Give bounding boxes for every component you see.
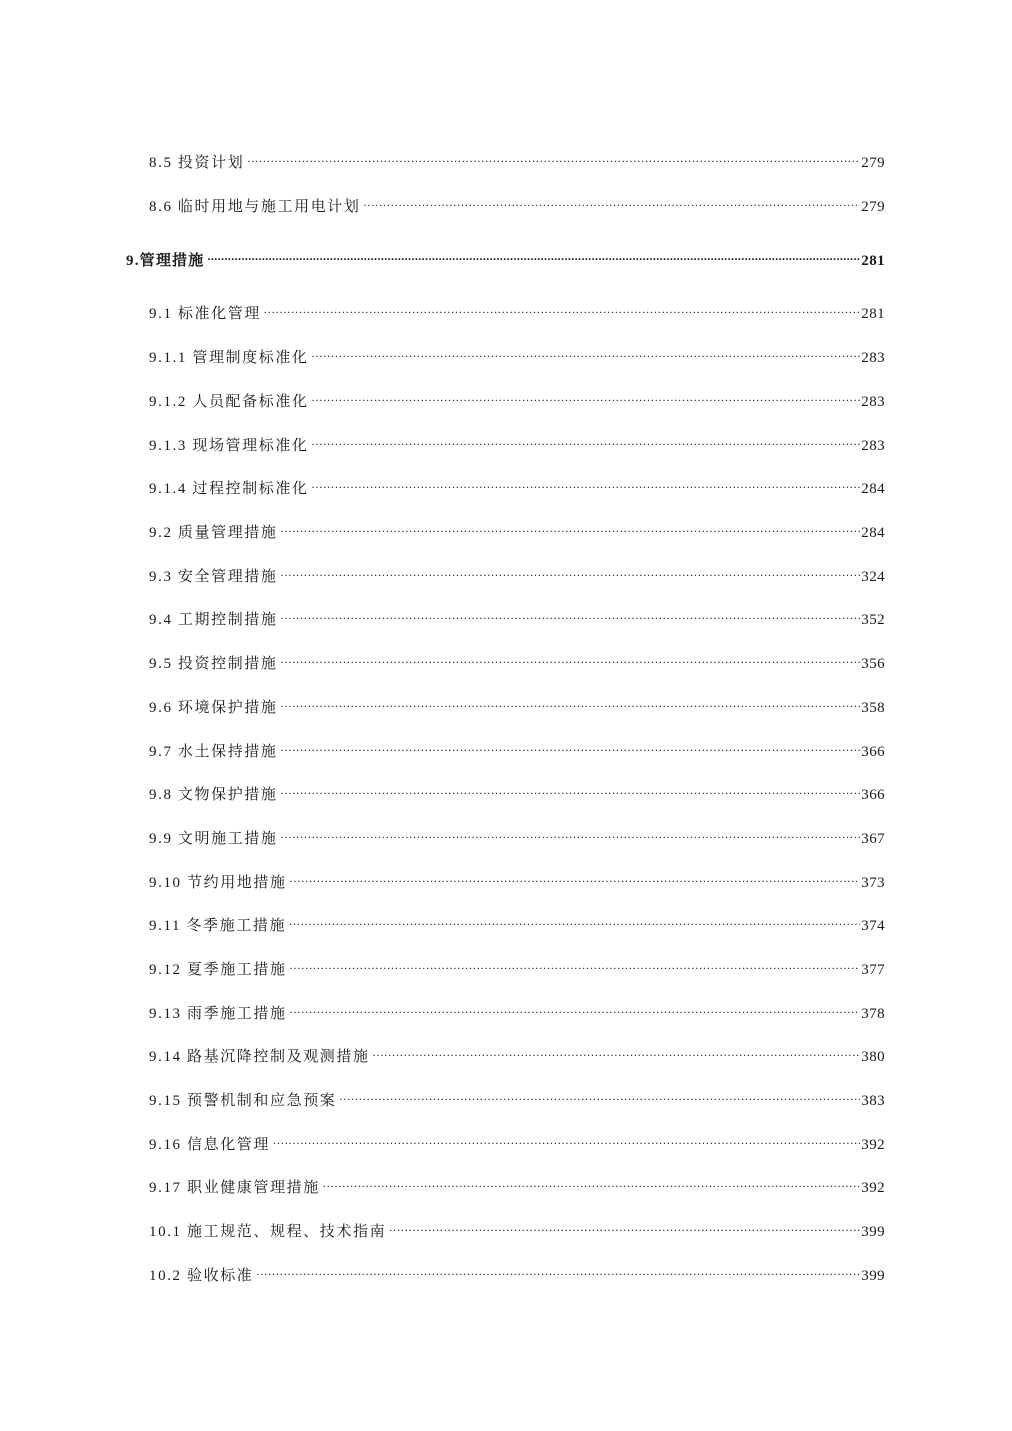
- toc-entry-title: 9.15 预警机制和应急预案: [149, 1093, 337, 1109]
- toc-entry-page: 283: [861, 394, 885, 410]
- toc-entry-title: 9.4 工期控制措施: [149, 612, 278, 628]
- toc-entry-title: 9.7 水土保持措施: [149, 744, 278, 760]
- toc-entry-page: 399: [861, 1268, 885, 1284]
- toc-entry-title: 10.1 施工规范、规程、技术指南: [149, 1224, 387, 1240]
- toc-entry-9-13[interactable]: [149, 998, 885, 1024]
- dot-leader: [281, 561, 861, 581]
- toc-entry-title: 9.5 投资控制措施: [149, 656, 278, 672]
- toc-entry-9-11[interactable]: [149, 910, 885, 936]
- toc-entry-title: 9.9 文明施工措施: [149, 831, 278, 847]
- toc-entry-9-1-2[interactable]: [149, 386, 885, 412]
- toc-entry-page: 399: [861, 1224, 885, 1240]
- toc-entry-page: 392: [861, 1180, 885, 1196]
- toc-entry-title: 9.13 雨季施工措施: [149, 1006, 287, 1022]
- dot-leader: [364, 191, 861, 211]
- toc-entry-title: 9.1.4 过程控制标准化: [149, 481, 309, 497]
- dot-leader: [281, 517, 861, 537]
- dot-leader: [207, 245, 860, 265]
- toc-entry-9-4[interactable]: [149, 604, 885, 630]
- toc-entry-title: 9.1.3 现场管理标准化: [149, 438, 309, 454]
- toc-entry-page: 366: [861, 787, 885, 803]
- dot-leader: [281, 648, 861, 668]
- toc-entry-9-15[interactable]: [149, 1085, 885, 1111]
- toc-entry-page: 380: [861, 1049, 885, 1065]
- toc-entry-page: 356: [861, 656, 885, 672]
- dot-leader: [373, 1041, 861, 1061]
- toc-entry-9-9[interactable]: [149, 823, 885, 849]
- dot-leader: [290, 954, 861, 974]
- toc-entry-8-6[interactable]: [149, 191, 885, 217]
- dot-leader: [289, 910, 860, 930]
- dot-leader: [281, 779, 861, 799]
- toc-entry-page: 366: [861, 744, 885, 760]
- dot-leader: [281, 692, 861, 712]
- toc-entry-title: 9.12 夏季施工措施: [149, 962, 287, 978]
- toc-entry-10-1[interactable]: [149, 1216, 885, 1242]
- dot-leader: [323, 1172, 860, 1192]
- toc-entry-9-1-1[interactable]: [149, 342, 885, 368]
- toc-entry-title: 8.5 投资计划: [149, 155, 245, 171]
- toc-entry-page: 324: [861, 569, 885, 585]
- toc-entry-9-2[interactable]: [149, 517, 885, 543]
- dot-leader: [281, 736, 861, 756]
- toc-entry-9-17[interactable]: [149, 1172, 885, 1198]
- toc-entry-title: 9.17 职业健康管理措施: [149, 1180, 320, 1196]
- toc-entry-9-14[interactable]: [149, 1041, 885, 1067]
- dot-leader: [312, 430, 861, 450]
- toc-entry-title: 9.6 环境保护措施: [149, 700, 278, 716]
- dot-leader: [273, 1129, 860, 1149]
- toc-entry-page: 374: [861, 918, 885, 934]
- toc-entry-title: 9.1.2 人员配备标准化: [149, 394, 309, 410]
- toc-entry-page: 283: [861, 350, 885, 366]
- dot-leader: [290, 998, 861, 1018]
- toc-entry-9-8[interactable]: [149, 779, 885, 805]
- toc-entry-page: 358: [861, 700, 885, 716]
- toc-entry-8-5[interactable]: [149, 147, 885, 173]
- toc-entry-page: 284: [861, 481, 885, 497]
- toc-entry-page: 281: [861, 253, 885, 269]
- toc-entry-9-3[interactable]: [149, 561, 885, 587]
- toc-entry-title: 10.2 验收标准: [149, 1268, 254, 1284]
- toc-entry-9-1-4[interactable]: [149, 473, 885, 499]
- dot-leader: [312, 342, 861, 362]
- toc-entry-title: 9.16 信息化管理: [149, 1137, 271, 1153]
- toc-entry-9-7[interactable]: [149, 736, 885, 762]
- toc-entry-page: 377: [861, 962, 885, 978]
- toc-entry-title: 9.1 标准化管理: [149, 306, 261, 322]
- toc-entry-10-2[interactable]: [149, 1260, 885, 1286]
- dot-leader: [281, 604, 861, 624]
- toc-entry-9-12[interactable]: [149, 954, 885, 980]
- toc-chapter-9[interactable]: [126, 245, 885, 271]
- toc-entry-title: 9.8 文物保护措施: [149, 787, 278, 803]
- toc-entry-9-1[interactable]: [149, 298, 885, 324]
- toc-entry-page: 279: [861, 155, 885, 171]
- toc-entry-9-16[interactable]: [149, 1129, 885, 1155]
- toc-entry-page: 392: [861, 1137, 885, 1153]
- toc-entry-page: 279: [861, 199, 885, 215]
- dot-leader: [264, 298, 860, 318]
- toc-entry-page: 283: [861, 438, 885, 454]
- dot-leader: [312, 473, 861, 493]
- dot-leader: [339, 1085, 860, 1105]
- toc-entry-title: 9.10 节约用地措施: [149, 875, 287, 891]
- toc-entry-9-10[interactable]: [149, 867, 885, 893]
- dot-leader: [389, 1216, 860, 1236]
- toc-entry-page: 383: [861, 1093, 885, 1109]
- toc-entry-9-6[interactable]: [149, 692, 885, 718]
- toc-entry-title: 9.2 质量管理措施: [149, 525, 278, 541]
- dot-leader: [281, 823, 861, 843]
- toc-entry-title: 9.管理措施: [126, 253, 205, 269]
- toc-entry-page: 352: [861, 612, 885, 628]
- toc-entry-title: 9.14 路基沉降控制及观测措施: [149, 1049, 370, 1065]
- toc-entry-page: 373: [861, 875, 885, 891]
- toc-entry-title: 9.3 安全管理措施: [149, 569, 278, 585]
- dot-leader: [256, 1260, 860, 1280]
- dot-leader: [290, 867, 861, 887]
- toc-entry-page: 284: [861, 525, 885, 541]
- toc-entry-title: 9.1.1 管理制度标准化: [149, 350, 309, 366]
- dot-leader: [247, 147, 860, 167]
- toc-entry-page: 367: [861, 831, 885, 847]
- toc-entry-page: 378: [861, 1006, 885, 1022]
- toc-entry-9-5[interactable]: [149, 648, 885, 674]
- toc-entry-page: 281: [861, 306, 885, 322]
- toc-entry-title: 8.6 临时用地与施工用电计划: [149, 199, 361, 215]
- dot-leader: [312, 386, 861, 406]
- toc-entry-9-1-3[interactable]: [149, 430, 885, 456]
- toc-entry-title: 9.11 冬季施工措施: [149, 918, 287, 934]
